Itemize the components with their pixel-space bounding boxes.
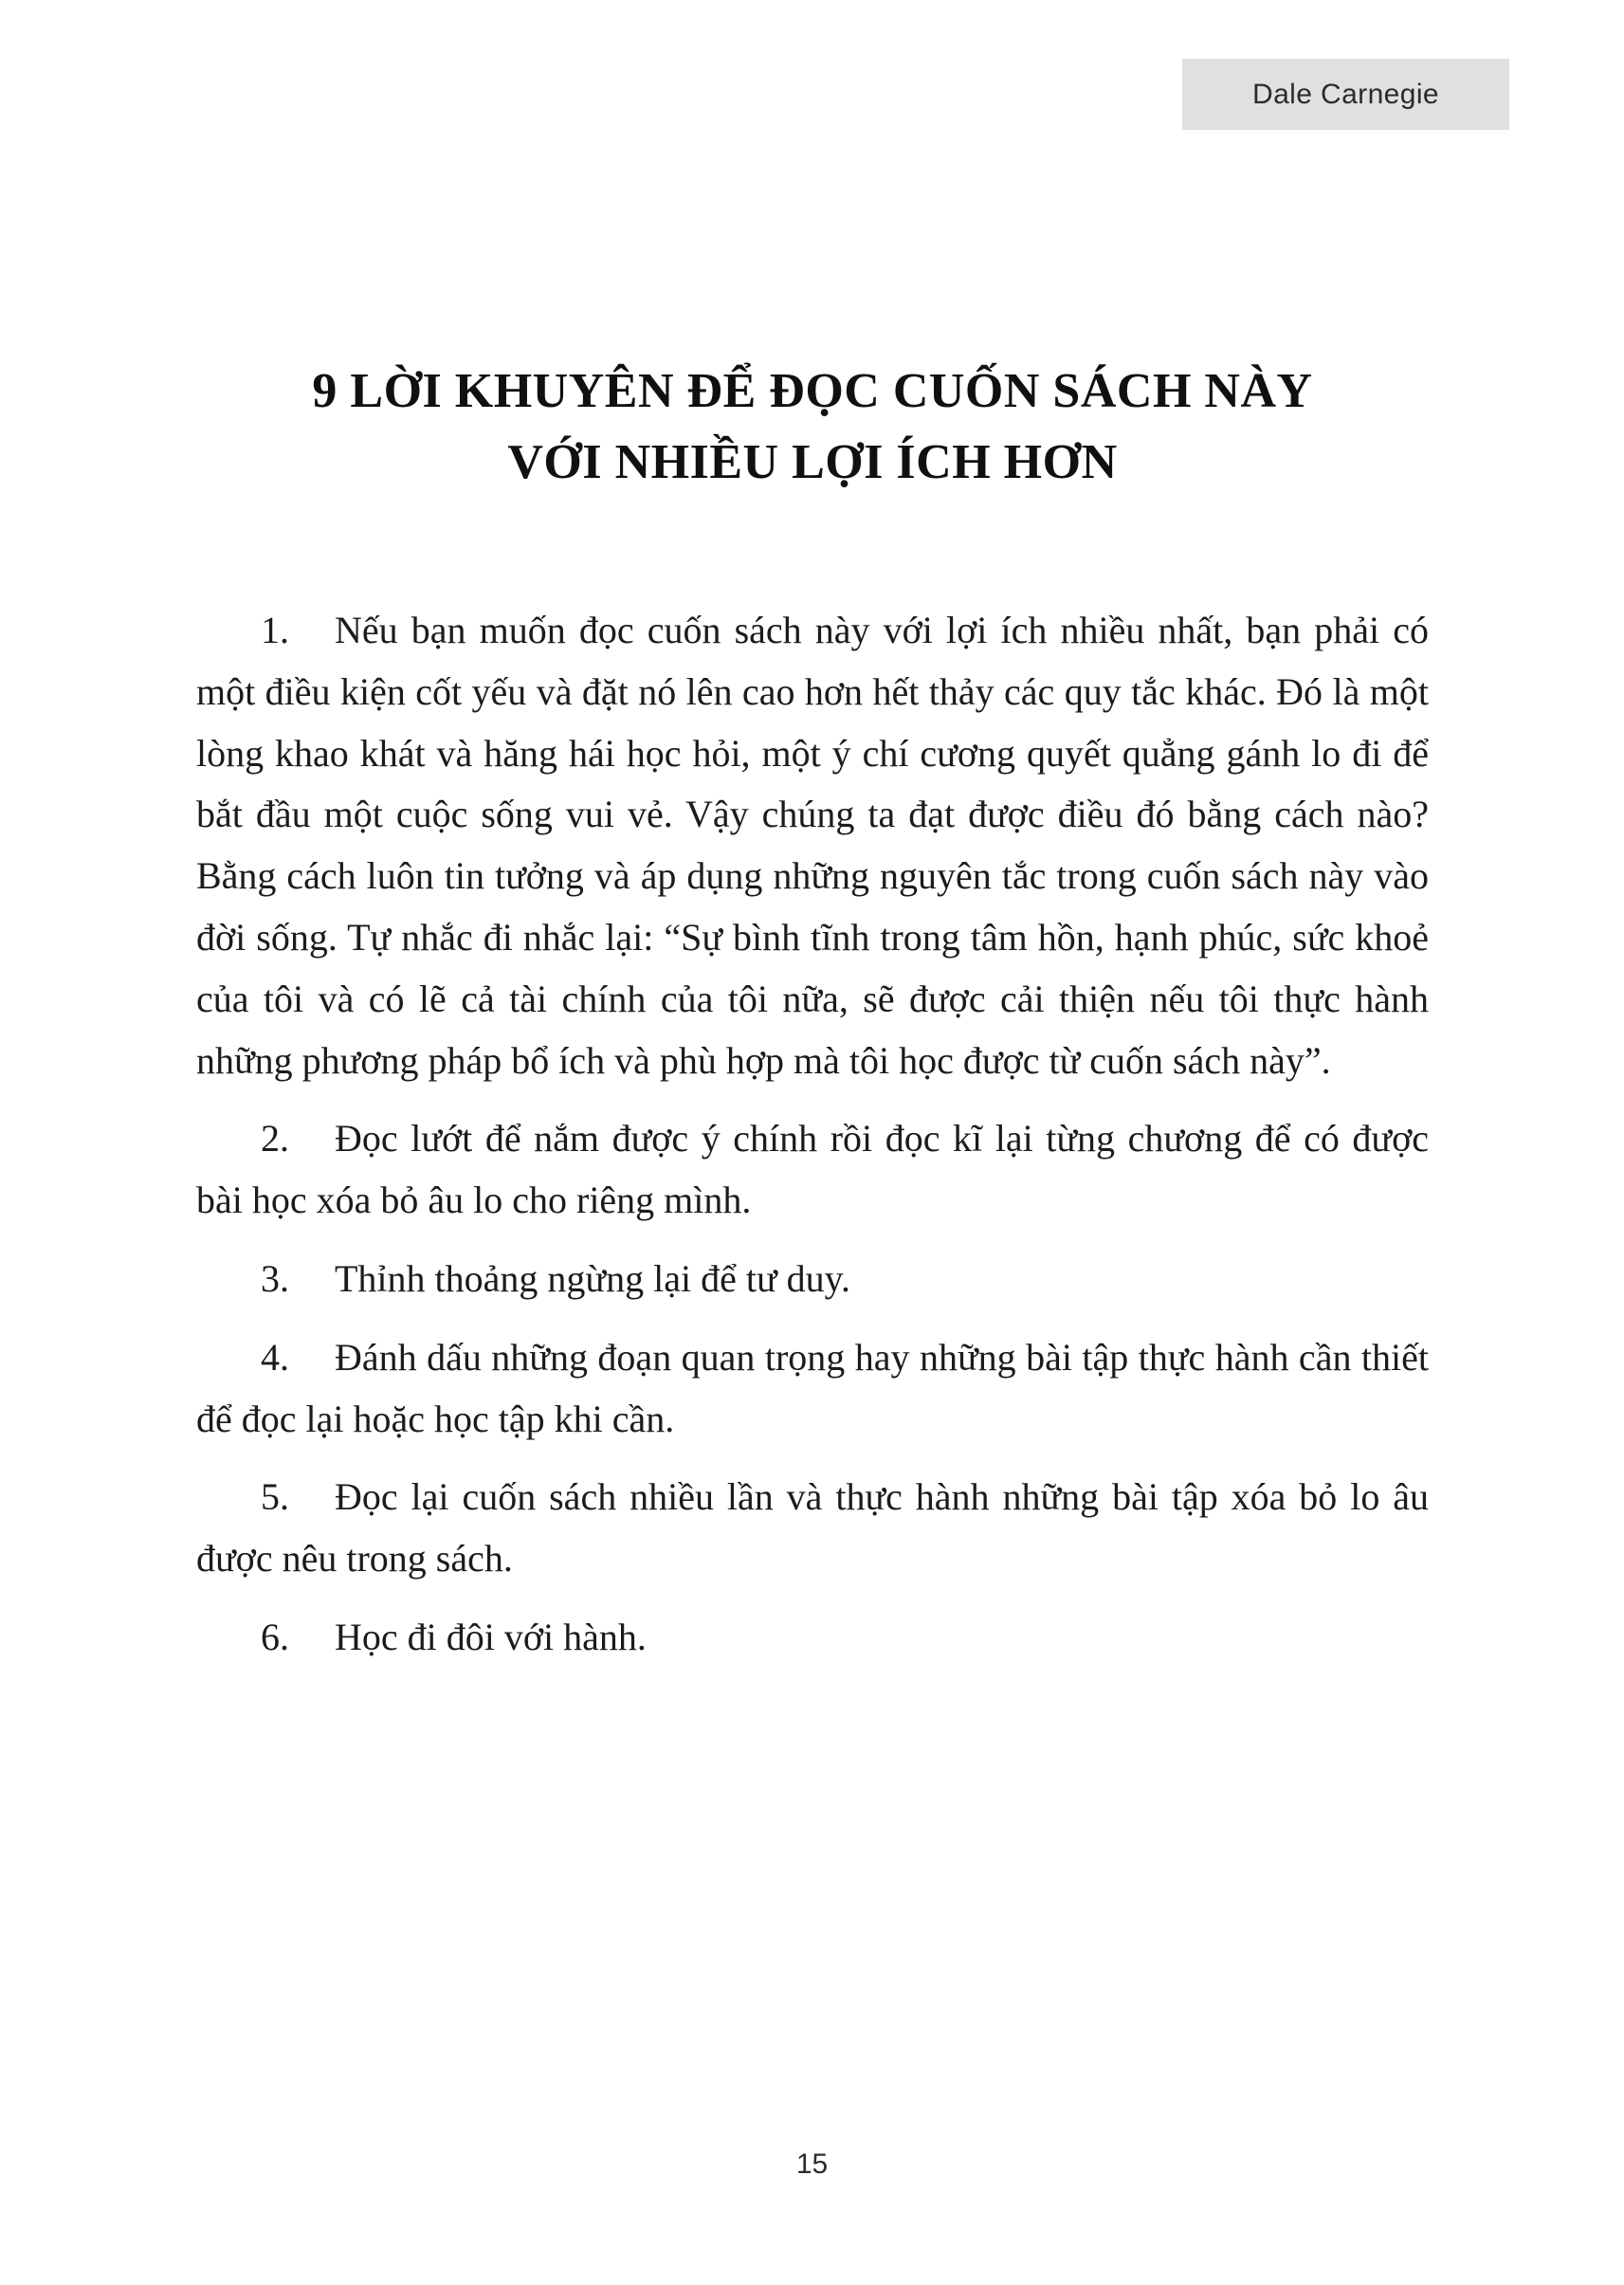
advice-list [196,600,1429,1669]
paragraph-gap [196,1590,1429,1607]
list-item [196,1249,1429,1310]
chapter-title-line-1: 9 LỜI KHUYÊN ĐỂ ĐỌC CUỐN SÁCH NÀY [312,364,1313,418]
advice-paragraph-6 [196,1607,1429,1669]
list-item [196,1467,1429,1590]
list-item [196,600,1429,1091]
paragraph-gap [196,1091,1429,1108]
advice-text-5: Đọc lại cuốn sách nhiều lần và thực hành những bài tập xóa bỏ lo âu được nêu trong sách. [196,1475,1429,1581]
advice-text-6: Học đi đôi với hành. [335,1616,647,1659]
advice-number-5: 5. [261,1475,289,1519]
advice-text-2: Đọc lướt để nắm được ý chính rồi đọc kĩ lại từng chương để có được bài học xóa bỏ âu lo cho riêng mình. [196,1117,1429,1222]
advice-paragraph-1 [196,600,1429,1091]
advice-paragraph-4 [196,1327,1429,1451]
advice-number-6: 6. [261,1616,289,1659]
running-header [1182,59,1509,130]
advice-paragraph-5 [196,1467,1429,1590]
page-title [196,360,1429,494]
list-item [196,1607,1429,1669]
paragraph-gap [196,1310,1429,1327]
list-item [196,1327,1429,1451]
running-header-text: Dale Carnegie [1252,78,1439,110]
advice-number-4: 4. [261,1335,289,1379]
paragraph-gap [196,1450,1429,1467]
advice-number-3: 3. [261,1257,289,1301]
list-item [196,1108,1429,1232]
advice-text-4: Đánh dấu những đoạn quan trọng hay những bài tập thực hành cần thiết để đọc lại hoặc học tập khi cần. [196,1335,1429,1440]
advice-paragraph-2 [196,1108,1429,1232]
paragraph-gap [196,1232,1429,1249]
page-number: 15 [795,2148,829,2180]
page-content [196,360,1429,1669]
title-body-spacer [196,494,1429,600]
chapter-title-line-2: VỚI NHIỀU LỢI ÍCH HƠN [507,434,1118,489]
advice-text-1: Nếu bạn muốn đọc cuốn sách này với lợi ích nhiều nhất, bạn phải có một điều kiện cốt yếu và đặt nó lên cao hơn hết thảy các quy tắc khác. Đó là một lòng khao khát và hăng hái học hỏi, một ý chí cương quyết quẳng gánh lo đi để bắt đầu một cuộc sống vui vẻ. Vậy chúng ta đạt được điều đó bằng cách nào? Bằng cách luôn tin tưởng và áp dụng những nguyên tắc trong cuốn sách này vào đời sống. Tự nhắc đi nhắc lại: “Sự bình tĩnh trong tâm hồn, hạnh phúc, sức khoẻ của tôi và có lẽ cả tài chính của tôi nữa, sẽ được cải thiện nếu tôi thực hành những phương pháp bổ ích và phù hợp mà tôi học được từ cuốn sách này”. [196,609,1429,1082]
advice-number-1: 1. [261,609,289,652]
advice-paragraph-3 [196,1249,1429,1310]
advice-number-2: 2. [261,1117,289,1161]
advice-text-3: Thỉnh thoảng ngừng lại để tư duy. [335,1257,851,1301]
